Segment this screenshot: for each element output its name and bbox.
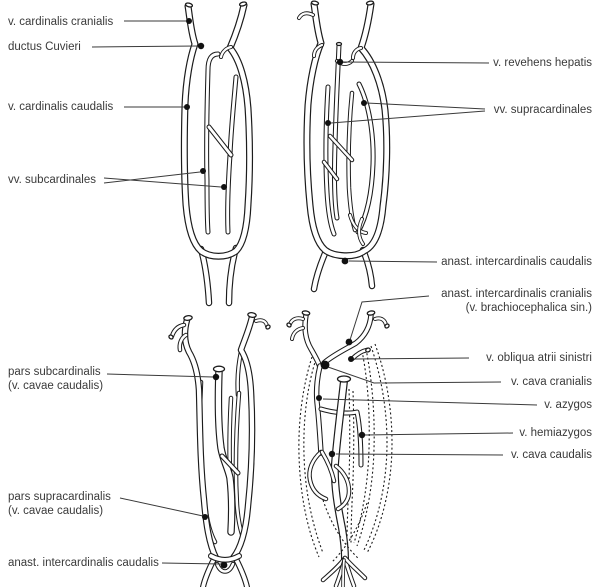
label-pars-subcardinalis-line1: pars subcardinalis	[8, 366, 101, 378]
label-v-cardinalis-cranialis: v. cardinalis cranialis	[8, 16, 114, 28]
label-v-cava-caudalis: v. cava caudalis	[511, 449, 592, 461]
panel-stage4-definitive-veins	[286, 310, 392, 587]
label-v-revehens-hepatis: v. revehens hepatis	[493, 57, 592, 69]
label-anast-intercardinalis-cranialis-line1: anast. intercardinalis cranialis	[441, 288, 592, 300]
label-v-cardinalis-caudalis: v. cardinalis caudalis	[8, 101, 114, 113]
label-anast-intercardinalis-cranialis-line2: (v. brachiocephalica sin.)	[465, 302, 592, 314]
label-vv-subcardinales: vv. subcardinales	[8, 174, 96, 186]
label-pars-supracardinalis-line2: (v. cavae caudalis)	[8, 505, 104, 517]
label-pars-subcardinalis	[8, 365, 103, 393]
label-v-cava-cranialis: v. cava cranialis	[511, 376, 592, 388]
cardinal-vein-oval-path	[184, 5, 249, 256]
cardinal-vein-oval-path-2	[307, 4, 387, 256]
label-anast-intercardinalis-cranialis	[441, 287, 592, 315]
label-v-obliqua-atrii-sinistri: v. obliqua atrii sinistri	[486, 352, 592, 364]
label-pars-subcardinalis-line2: (v. cavae caudalis)	[8, 380, 104, 392]
label-v-hemiazygos: v. hemiazygos	[519, 427, 592, 439]
outer-vein-left-path	[185, 320, 216, 558]
label-v-azygos: v. azygos	[544, 399, 592, 411]
label-pars-supracardinalis-line1: pars supracardinalis	[8, 491, 111, 503]
label-anast-intercardinalis-caudalis-top: anast. intercardinalis caudalis	[441, 256, 592, 268]
label-pars-supracardinalis	[8, 490, 111, 518]
panel-stage2-supracardinal-veins	[299, 1, 387, 289]
panel-stage1-cardinal-veins	[184, 1, 249, 303]
label-ductus-cuvieri: ductus Cuvieri	[8, 41, 81, 53]
label-vv-supracardinales: vv. supracardinales	[493, 104, 592, 116]
label-anast-intercardinalis-caudalis-bottom: anast. intercardinalis caudalis	[8, 557, 159, 569]
panel-stage3-pars-subcardinalis	[168, 312, 271, 587]
